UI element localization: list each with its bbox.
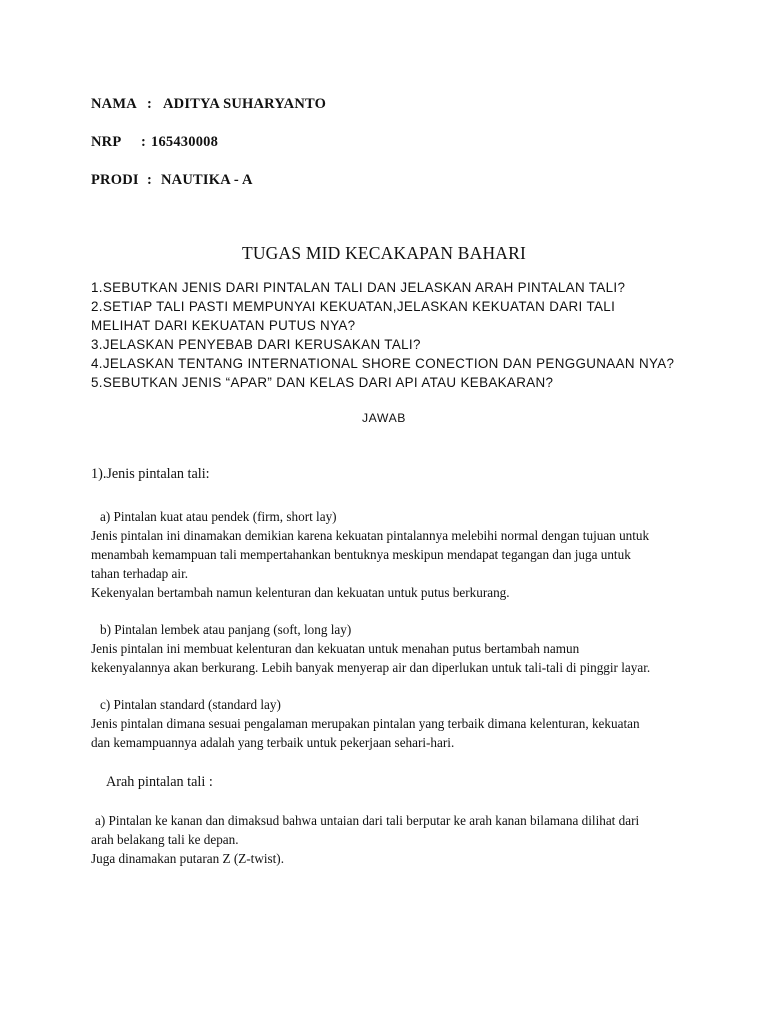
prodi-separator: : [147,172,153,188]
subsection-title-c: c) Pintalan standard (standard lay) [100,697,281,712]
nama-separator: : [147,96,153,112]
paragraph-line: dan kemampuannya adalah yang terbaik untuk pekerjaan sehari-hari. [91,735,455,750]
paragraph-line: kekenyalannya akan berkurang. Lebih banyak menyerap air dan diperlukan untuk tali-tali di pinggir layar. [91,660,651,675]
question-line: 2.SETIAP TALI PASTI MEMPUNYAI KEKUATAN,JELASKAN KEKUATAN DARI TALI [91,299,616,314]
question-line: 1.SEBUTKAN JENIS DARI PINTALAN TALI DAN JELASKAN ARAH PINTALAN TALI? [91,280,626,295]
student-prodi: NAUTIKA - A [161,172,253,188]
page-title: TUGAS MID KECAKAPAN BAHARI [241,243,527,263]
nrp-separator: : [141,134,147,150]
arah-heading: Arah pintalan tali : [106,774,213,790]
paragraph-line: menambah kemampuan tali mempertahankan bentuknya meskipun mendapat tegangan dan juga untuk [91,547,631,562]
student-prodi-line [91,172,253,189]
paragraph-line: Jenis pintalan ini dinamakan demikian karena kekuatan pintalannya melebihi normal dengan tujuan untuk [91,528,650,543]
question-line: 3.JELASKAN PENYEBAB DARI KERUSAKAN TALI? [91,337,421,352]
paragraph-line: Kekenyalan bertambah namun kelenturan dan kekuatan untuk putus berkurang. [91,585,510,600]
paragraph-line: Jenis pintalan ini membuat kelenturan dan kekuatan untuk menahan putus bertambah namun [91,641,580,656]
subsection-title-a: a) Pintalan kuat atau pendek (firm, short lay) [100,509,337,524]
paragraph-line: Juga dinamakan putaran Z (Z-twist). [91,851,284,866]
paragraph-line: tahan terhadap air. [91,566,189,581]
nama-label: NAMA [91,96,137,112]
student-nrp: 165430008 [151,134,219,150]
question-line: 5.SEBUTKAN JENIS “APAR” DAN KELAS DARI API ATAU KEBAKARAN? [91,375,554,390]
nrp-label: NRP [91,134,122,150]
paragraph-line: a) Pintalan ke kanan dan dimaksud bahwa untaian dari tali berputar ke arah kanan bilamana dilihat dari [95,813,640,828]
prodi-label: PRODI [91,172,139,188]
student-name: ADITYA SUHARYANTO [163,96,327,112]
answer-heading: JAWAB [361,411,407,425]
subsection-title-b: b) Pintalan lembek atau panjang (soft, long lay) [100,622,352,637]
student-nrp-line [91,134,218,151]
paragraph-line: arah belakang tali ke depan. [91,832,239,847]
paragraph-line: Jenis pintalan dimana sesuai pengalaman merupakan pintalan yang terbaik dimana kelenturan, kekuatan [91,716,640,731]
question-line: MELIHAT DARI KEKUATAN PUTUS NYA? [91,318,356,333]
question-line: 4.JELASKAN TENTANG INTERNATIONAL SHORE CONECTION DAN PENGGUNAAN NYA? [91,356,675,371]
answer-section-heading: 1).Jenis pintalan tali: [91,466,210,482]
student-name-line [91,96,326,113]
